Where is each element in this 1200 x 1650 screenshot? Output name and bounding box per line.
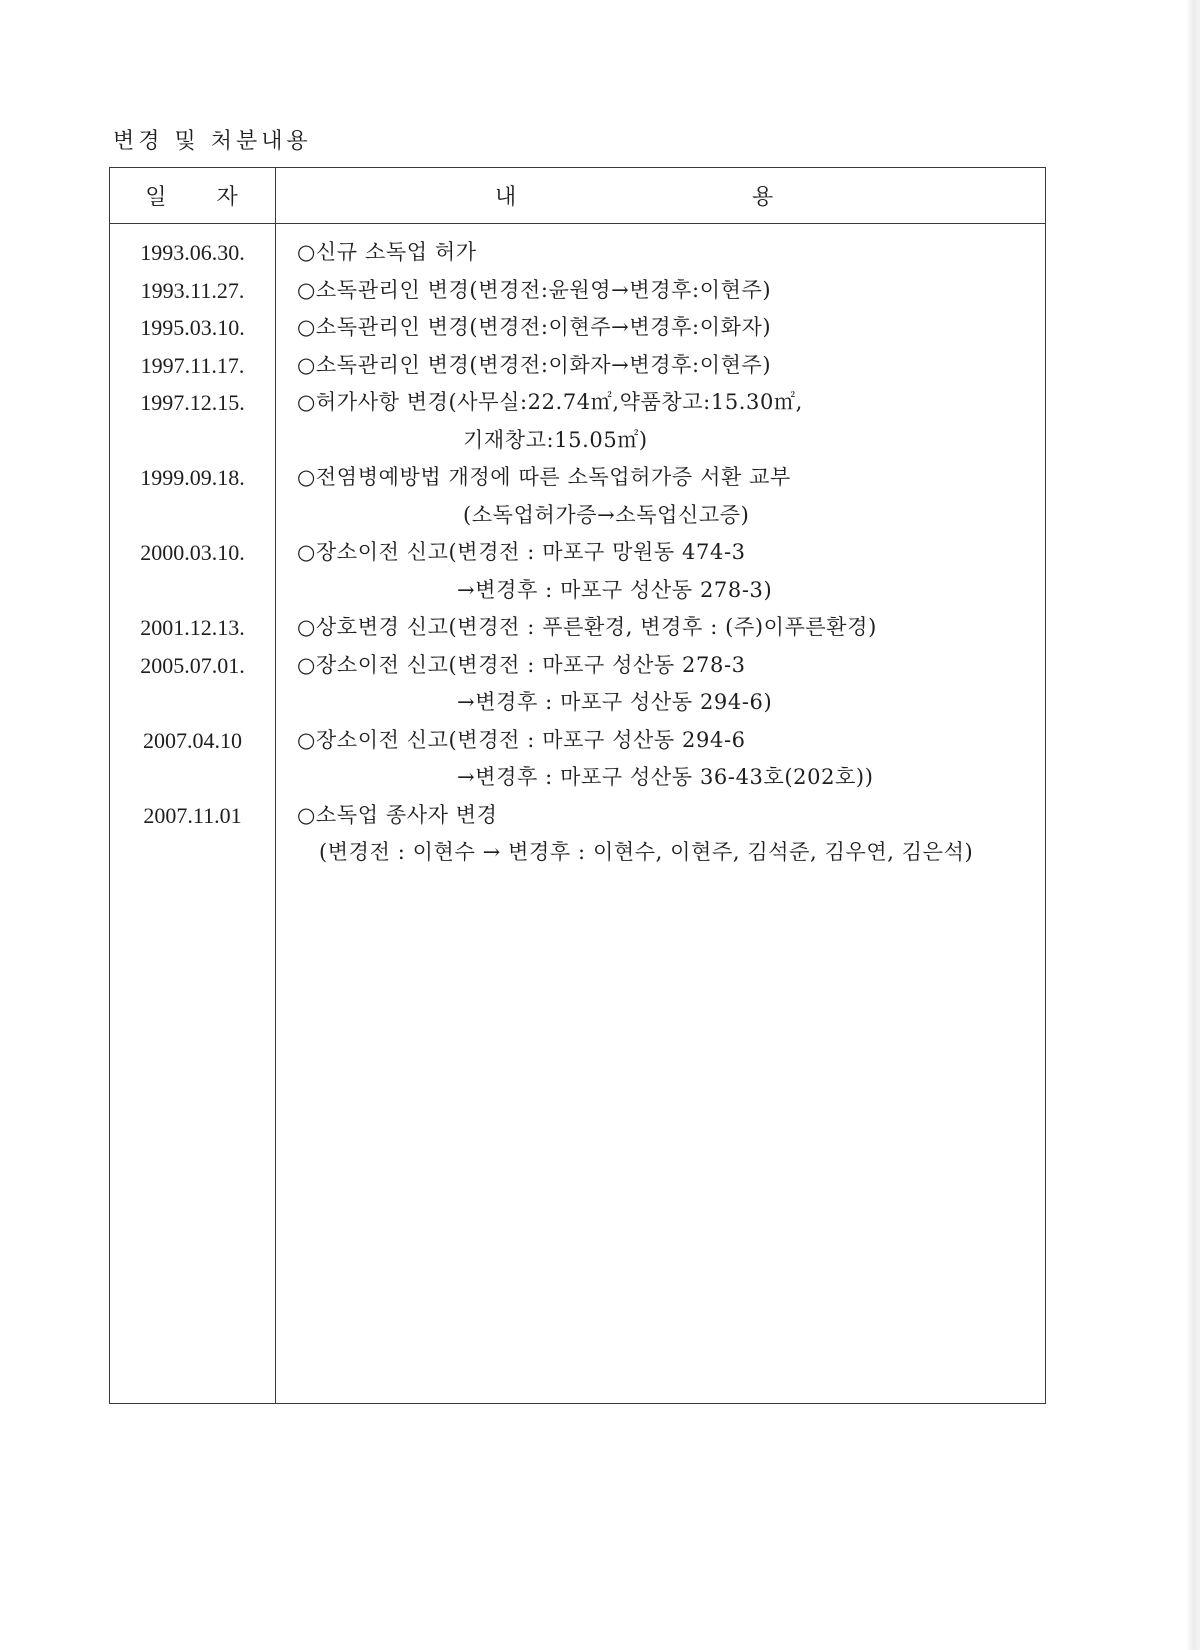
entry-date: 1997.12.15. [140, 390, 245, 415]
table-row [110, 384, 1045, 459]
entry-date: 2005.07.01. [140, 652, 245, 678]
entry-date: 2000.03.10. [140, 540, 245, 565]
entry-content [275, 647, 1045, 722]
entry-line: ○신규 소독업 허가 [297, 240, 477, 264]
entry-date: 2007.04.10 [143, 727, 242, 753]
entry-line: ○장소이전 신고(변경전 : 마포구 망원동 474-3 [297, 540, 746, 564]
entry-line-continued: 기재창고:15.05㎡) [463, 427, 648, 452]
entry-content [275, 459, 1045, 534]
entry-line-continued: (변경전 : 이현수 → 변경후 : 이현수, 이현주, 김석준, 김우연, 김은석) [319, 840, 974, 864]
entry-date: 2007.11.01 [143, 802, 242, 828]
table-row [110, 347, 1045, 385]
entry-line-continued: →변경후 : 마포구 성산동 278-3) [457, 577, 773, 602]
change-history-table [109, 167, 1046, 1404]
entry-date: 1999.09.18. [140, 465, 245, 490]
page-title: 변경 및 처분내용 [113, 129, 312, 154]
content-column-header-left: 내 [495, 185, 517, 210]
entry-date: 1995.03.10. [140, 315, 245, 340]
entry-line: ○상호변경 신고(변경전 : 푸른환경, 변경후 : (주)이푸른환경) [297, 615, 877, 639]
entry-line: ○소독업 종사자 변경 [297, 802, 498, 827]
entry-content [275, 234, 1045, 272]
entry-content [275, 722, 1045, 797]
table-row [110, 534, 1045, 609]
entry-line: ○전염병예방법 개정에 따른 소독업허가증 서환 교부 [297, 465, 791, 489]
entry-date: 1997.11.17. [140, 352, 245, 378]
entry-content [275, 309, 1045, 347]
entry-line: ○소독관리인 변경(변경전:이화자→변경후:이현주) [297, 352, 772, 377]
table-row [110, 722, 1045, 797]
entry-line-continued: →변경후 : 마포구 성산동 294-6) [457, 690, 773, 714]
table-row [110, 459, 1045, 534]
table-row [110, 272, 1045, 310]
entry-content [275, 534, 1045, 609]
entry-content [275, 347, 1045, 385]
entry-date: 2001.12.13. [140, 615, 245, 640]
entry-line: ○허가사항 변경(사무실:22.74㎡,약품창고:15.30㎡, [297, 390, 803, 414]
header-divider [110, 223, 1045, 224]
entry-line: ○소독관리인 변경(변경전:이현주→변경후:이화자) [297, 315, 772, 339]
entry-content [275, 272, 1045, 310]
date-column-header: 일 자 [145, 185, 240, 210]
entry-content [275, 609, 1045, 647]
scan-edge-shadow [1186, 0, 1200, 1650]
table-row [110, 234, 1045, 272]
table-row [110, 647, 1045, 722]
entry-line-continued: (소독업허가증→소독업신고증) [463, 502, 750, 527]
entry-date: 1993.06.30. [140, 240, 245, 265]
table-body [110, 234, 1045, 872]
entry-line-continued: →변경후 : 마포구 성산동 36-43호(202호)) [457, 765, 874, 789]
content-column-header-right: 용 [752, 185, 774, 210]
entry-line: ○소독관리인 변경(변경전:윤원영→변경후:이현주) [297, 277, 772, 302]
entry-line: ○장소이전 신고(변경전 : 마포구 성산동 278-3 [297, 652, 746, 677]
table-row [110, 309, 1045, 347]
entry-content [275, 384, 1045, 459]
entry-line: ○장소이전 신고(변경전 : 마포구 성산동 294-6 [297, 727, 746, 752]
table-row [110, 797, 1045, 872]
entry-date: 1993.11.27. [140, 277, 245, 303]
entry-content [275, 797, 1045, 872]
table-row [110, 609, 1045, 647]
